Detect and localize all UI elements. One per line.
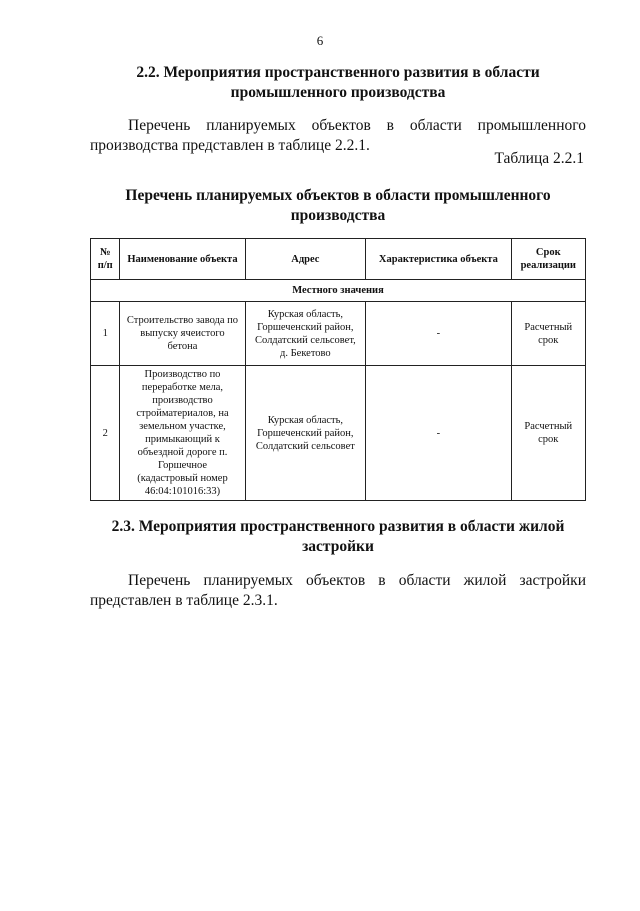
group-label: Местного значения <box>91 280 586 302</box>
table-title-line-2: производства <box>290 207 386 224</box>
section-2-3-paragraph <box>90 571 586 611</box>
row-1-address-line: Курская область, <box>267 308 344 320</box>
row-1-address-line: Горшеченский район, <box>257 321 354 333</box>
row-2-term-line: Расчетный <box>524 421 573 432</box>
row-1-address-line: Солдатский сельсовет, <box>254 334 356 346</box>
table-title-line-1: Перечень планируемых объектов в области промышленного <box>125 187 551 204</box>
table-row <box>91 302 586 366</box>
table-row <box>91 366 586 501</box>
row-2-name-line: переработке мела, <box>141 382 224 393</box>
row-2-name-line: производство <box>152 395 213 406</box>
row-2-term <box>511 366 585 501</box>
row-2-address-line: Солдатский сельсовет <box>255 440 355 452</box>
page-number: 6 <box>316 33 324 48</box>
section-2-2-heading <box>90 63 586 103</box>
row-1-name <box>120 302 245 366</box>
row-1-term-line: Расчетный <box>524 321 573 333</box>
table-header-row <box>91 239 586 280</box>
row-1-term-line: срок <box>538 334 559 346</box>
row-1-name-line: бетона <box>167 341 198 352</box>
section-2-3-heading-line-1: 2.3. Мероприятия пространственного развития в области жилой <box>111 518 565 535</box>
row-2-name-line: (кадастровый номер <box>137 473 228 484</box>
row-2-address-line: Курская область, <box>267 414 344 426</box>
row-1-address-line: д. Бекетово <box>280 347 331 359</box>
row-2-name-line: Горшечное <box>157 460 208 471</box>
row-2-name-line: 46:04:101016:33) <box>144 486 221 497</box>
row-2-term-line: срок <box>538 434 559 445</box>
header-term-line-1: Срок <box>535 247 561 258</box>
row-2-address-line: Горшеченский район, <box>257 427 354 439</box>
row-1-characteristic: - <box>366 302 511 366</box>
row-2-name <box>120 366 245 501</box>
section-2-2-heading-line-2: промышленного производства <box>230 84 446 101</box>
section-2-2-heading-line-1: 2.2. Мероприятия пространственного развития в области <box>136 64 540 81</box>
header-num <box>91 239 120 280</box>
section-2-3-paragraph-line-2: представлен в таблице 2.3.1. <box>90 592 278 609</box>
row-2-name-line: примыкающий к <box>145 434 220 445</box>
section-2-3-heading <box>90 517 586 557</box>
header-num-line-2: п/п <box>97 260 113 271</box>
header-term-line-2: реализации <box>520 260 576 271</box>
row-2-name-line: объездной дороге п. <box>137 447 228 458</box>
row-2-name-line: земельном участке, <box>139 421 226 432</box>
row-1-num: 1 <box>91 302 120 366</box>
objects-table <box>90 238 586 501</box>
row-1-name-line: Строительство завода по <box>126 315 239 326</box>
section-2-3-heading-line-2: застройки <box>302 538 374 555</box>
section-2-2-paragraph-line-2: производства представлен в таблице 2.2.1. <box>90 137 370 154</box>
table-label: Таблица 2.2.1 <box>494 150 584 167</box>
header-term <box>511 239 585 280</box>
header-num-line-1: № <box>99 247 111 258</box>
row-1-name-line: выпуску ячеистого <box>140 328 225 339</box>
header-characteristic: Характеристика объекта <box>366 239 511 280</box>
header-name: Наименование объекта <box>120 239 245 280</box>
row-2-name-line: стройматериалов, на <box>136 408 229 419</box>
row-2-name-line: Производство по <box>144 369 221 380</box>
section-2-3-paragraph-line-1: Перечень планируемых объектов в области жилой застройки <box>128 572 586 589</box>
table-group-row <box>91 280 586 302</box>
row-1-address <box>245 302 366 366</box>
header-address: Адрес <box>245 239 366 280</box>
table-title <box>90 186 586 226</box>
row-2-characteristic: - <box>366 366 511 501</box>
row-2-address <box>245 366 366 501</box>
row-1-term <box>511 302 585 366</box>
section-2-2-paragraph-line-1: Перечень планируемых объектов в области промышленного <box>128 117 586 134</box>
row-2-num: 2 <box>91 366 120 501</box>
